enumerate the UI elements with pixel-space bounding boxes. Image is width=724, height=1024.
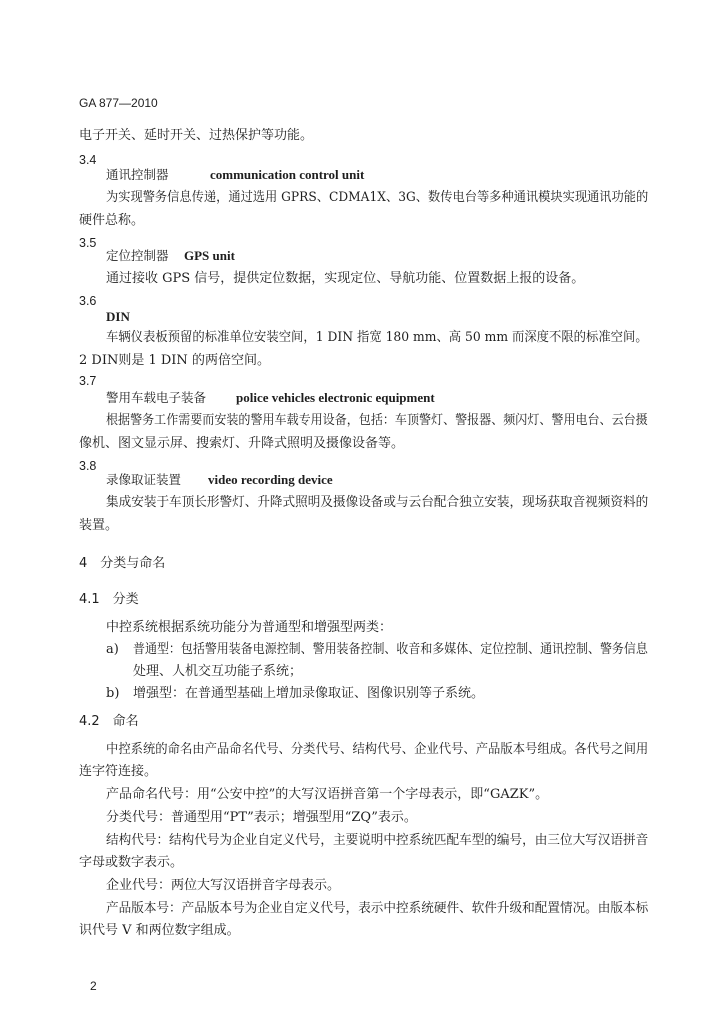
list-item-line: 处理、人机交互功能子系统；	[133, 664, 303, 679]
body-line: 字母或数字表示。	[79, 855, 184, 870]
section-heading: 4 分类与命名	[79, 556, 166, 571]
list-marker: a)	[106, 642, 119, 657]
body-line: 产品命名代号：用“公安中控”的大写汉语拼音第一个字母表示，即“GAZK”。	[106, 787, 549, 802]
term-zh: 通讯控制器	[106, 167, 169, 182]
term-zh: 录像取证装置	[106, 472, 182, 487]
document-id: GA 877—2010	[79, 96, 158, 110]
list-item-line: 增强型：在普通型基础上增加录像取证、图像识别等子系统。	[133, 686, 485, 701]
section-number: 3.5	[79, 236, 97, 250]
term-en: GPS unit	[184, 248, 235, 263]
definition-line: 车辆仪表板预留的标准单位安装空间，1 DIN 指宽 180 mm、高 50 mm 而深度不限的标准空间。	[106, 330, 648, 345]
page-number: 2	[90, 979, 97, 993]
section-number: 3.7	[79, 374, 97, 388]
definition-line: 通过接收 GPS 信号，提供定位数据，实现定位、导航功能、位置数据上报的设备。	[106, 271, 585, 286]
term-zh: 定位控制器	[106, 248, 169, 263]
term-en: communication control unit	[210, 167, 365, 182]
body-line: 产品版本号：产品版本号为企业自定义代号，表示中控系统硬件、软件升级和配置情况。由版本标	[106, 901, 649, 916]
definition-line: 硬件总称。	[79, 213, 145, 228]
term-en: police vehicles electronic equipment	[236, 390, 435, 405]
section-number: 3.4	[79, 153, 97, 167]
list-item-line: 普通型：包括警用装备电源控制、警用装备控制、收音和多媒体、定位控制、通讯控制、警务信息	[133, 642, 648, 657]
definition-line: 2 DIN则是 1 DIN 的两倍空间。	[79, 353, 270, 368]
body-line: 中控系统根据系统功能分为普通型和增强型两类：	[106, 620, 393, 635]
definition-line: 装置。	[79, 518, 119, 533]
section-number: 3.6	[79, 294, 97, 308]
section-number: 3.8	[79, 459, 97, 473]
definition-line: 像机、图文显示屏、搜索灯、升降式照明及摄像设备等。	[79, 436, 405, 451]
list-marker: b)	[106, 686, 120, 701]
term-en: video recording device	[208, 472, 333, 487]
body-line: 连字符连接。	[79, 764, 158, 779]
definition-line: 集成安装于车顶长形警灯、升降式照明及摄像设备或与云台配合独立安装，现场获取音视频资料的	[106, 495, 649, 510]
definition-line: 根据警务工作需要而安装的警用车载专用设备，包括：车顶警灯、警报器、频闪灯、警用电台、云台摄	[106, 413, 648, 428]
term-zh: 警用车载电子装备	[106, 390, 207, 405]
term-en: DIN	[106, 309, 130, 324]
definition-line: 为实现警务信息传递，通过选用 GPRS、CDMA1X、3G、数传电台等多种通讯模块实现通讯功能的	[106, 190, 649, 205]
subsection-heading: 4.1 分类	[79, 592, 139, 607]
body-line: 结构代号：结构代号为企业自定义代号，主要说明中控系统匹配车型的编号，由三位大写汉语拼音	[106, 833, 649, 848]
body-line: 电子开关、延时开关、过热保护等功能。	[79, 128, 314, 143]
subsection-heading: 4.2 命名	[79, 714, 139, 729]
body-line: 识代号 V 和两位数字组成。	[79, 923, 240, 938]
body-line: 企业代号：两位大写汉语拼音字母表示。	[106, 878, 341, 893]
body-line: 分类代号：普通型用“PT”表示；增强型用“ZQ”表示。	[106, 810, 417, 825]
body-line: 中控系统的命名由产品命名代号、分类代号、结构代号、企业代号、产品版本号组成。各代号之间用	[106, 742, 649, 757]
